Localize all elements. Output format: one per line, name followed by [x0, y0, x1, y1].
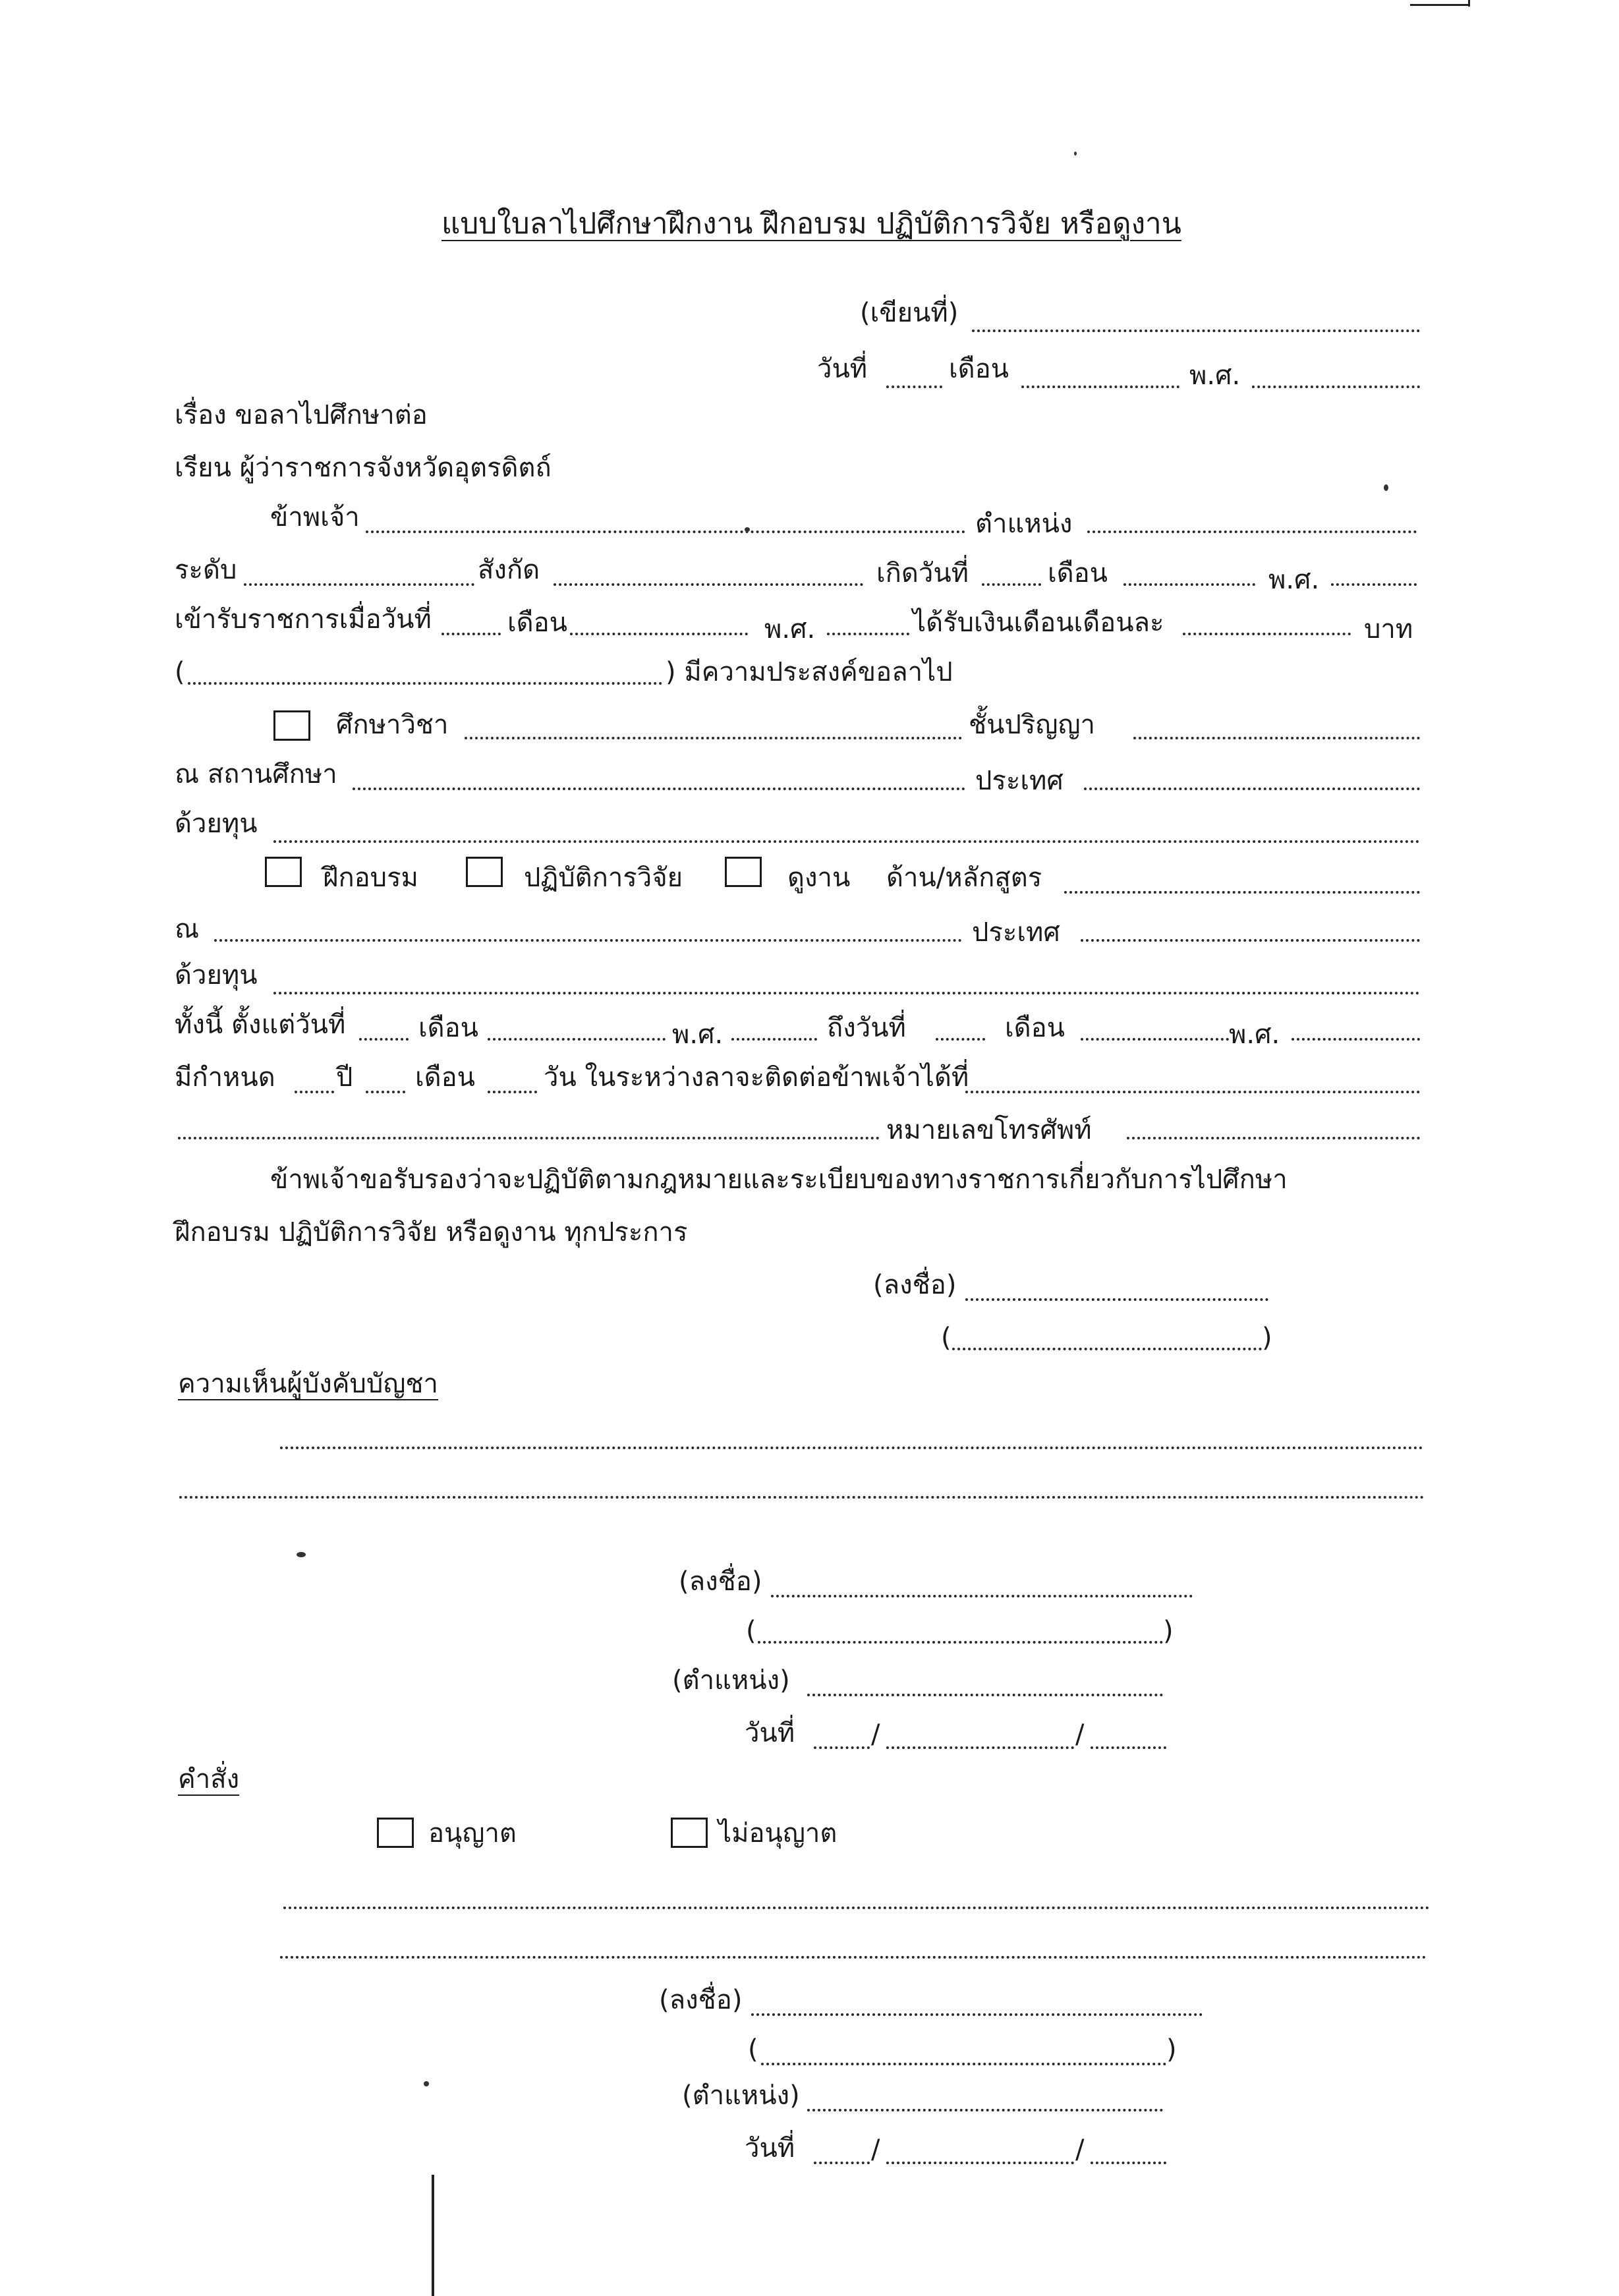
study-subject-field[interactable]: [465, 737, 962, 739]
duration-days-field[interactable]: [488, 1091, 537, 1093]
scan-edge-line: [1410, 4, 1469, 6]
supervisor-opinion-heading: ความเห็นผู้บังคับบัญชา: [178, 1369, 439, 1399]
contact-address-field-2[interactable]: [178, 1137, 880, 1139]
subject-line: เรื่อง ขอลาไปศึกษาต่อ: [175, 400, 428, 430]
scan-speck: [424, 2081, 429, 2086]
research-label: ปฏิบัติการวิจัย: [524, 863, 683, 893]
phone-label: หมายเลขโทรศัพท์: [886, 1115, 1092, 1145]
applicant-signature-field[interactable]: [965, 1298, 1268, 1301]
order-date-day-field[interactable]: [814, 2162, 870, 2164]
years-label: ปี: [336, 1062, 353, 1093]
supervisor-opinion-line-1[interactable]: [280, 1447, 1423, 1449]
research-checkbox[interactable]: [466, 857, 503, 887]
written-at-field[interactable]: [972, 330, 1420, 332]
from-day-field[interactable]: [359, 1038, 409, 1041]
applicant-name-paren-open: (: [941, 1323, 952, 1353]
to-year-label: พ.ศ.: [1229, 1019, 1280, 1050]
study-country-field[interactable]: [1084, 788, 1420, 790]
duration-months-field[interactable]: [366, 1091, 405, 1093]
position-label: ตำแหน่ง: [975, 509, 1073, 539]
supervisor-date-slash-2: /: [1075, 1719, 1085, 1750]
supervisor-date-month-field[interactable]: [886, 1746, 1074, 1749]
training-place-field[interactable]: [214, 939, 962, 942]
supervisor-name-paren-close: ): [1163, 1616, 1174, 1646]
study-subject-label: ศึกษาวิชา: [336, 710, 449, 740]
affiliation-field[interactable]: [554, 583, 863, 586]
study-country-label: ประเทศ: [975, 766, 1064, 796]
approve-label: อนุญาต: [428, 1818, 517, 1849]
training-label: ฝึกอบรม: [323, 863, 418, 893]
to-month-label: เดือน: [1005, 1013, 1065, 1043]
service-day-field[interactable]: [441, 633, 501, 635]
institution-field[interactable]: [353, 788, 965, 790]
scan-speck: [297, 1552, 306, 1557]
to-month-field[interactable]: [1081, 1038, 1229, 1041]
to-year-field[interactable]: [1292, 1038, 1420, 1041]
purpose-paren-field[interactable]: [188, 682, 662, 685]
service-year-field[interactable]: [827, 633, 909, 635]
to-day-field[interactable]: [936, 1038, 985, 1041]
date-month-field[interactable]: [1021, 386, 1179, 388]
order-position-field[interactable]: [807, 2109, 1163, 2111]
date-year-field[interactable]: [1252, 386, 1420, 388]
birth-month-label: เดือน: [1048, 558, 1108, 588]
institution-label: ณ สถานศึกษา: [175, 759, 337, 789]
scan-speck: [745, 527, 750, 532]
entered-service-label: เข้ารับราชการเมื่อวันที่: [175, 604, 432, 635]
order-date-slash-2: /: [1075, 2135, 1085, 2165]
order-signature-label: (ลงชื่อ): [659, 1985, 743, 2015]
study-funding-label: ด้วยทุน: [175, 809, 258, 839]
at-label: ณ: [175, 914, 200, 944]
supervisor-date-label: วันที่: [745, 1718, 795, 1748]
order-note-line-2[interactable]: [280, 1956, 1427, 1959]
order-note-line-1[interactable]: [283, 1907, 1430, 1909]
from-month-field[interactable]: [488, 1038, 666, 1041]
birth-year-label: พ.ศ.: [1268, 565, 1320, 595]
form-title: แบบใบลาไปศึกษาฝึกงาน ฝึกอบรม ปฏิบัติการวิจัย หรือดูงาน: [441, 207, 1181, 241]
applicant-signature-label: (ลงชื่อ): [873, 1270, 957, 1300]
duration-years-field[interactable]: [295, 1091, 334, 1093]
applicant-label: ข้าพเจ้า: [270, 502, 360, 532]
month-label: เดือน: [949, 354, 1009, 384]
order-position-label: (ตำแหน่ง): [682, 2081, 800, 2111]
order-name-paren-open: (: [748, 2034, 758, 2065]
applicant-printed-name-field[interactable]: [952, 1348, 1262, 1350]
birth-month-field[interactable]: [1123, 583, 1255, 586]
supervisor-printed-name-field[interactable]: [758, 1641, 1163, 1644]
supervisor-date-year-field[interactable]: [1091, 1746, 1166, 1749]
order-date-month-field[interactable]: [886, 2162, 1074, 2164]
supervisor-date-day-field[interactable]: [814, 1746, 870, 1749]
to-date-label: ถึงวันที่: [827, 1013, 906, 1043]
date-label: วันที่: [817, 354, 868, 384]
written-at-label: (เขียนที่): [860, 298, 959, 328]
training-country-field[interactable]: [1081, 939, 1420, 942]
field-course-field[interactable]: [1064, 891, 1420, 894]
duration-month-label: เดือน: [415, 1062, 476, 1093]
supervisor-date-slash-1: /: [871, 1719, 880, 1750]
degree-level-field[interactable]: [1133, 737, 1420, 739]
order-date-slash-1: /: [871, 2135, 880, 2165]
applicant-name-paren-close: ): [1262, 1323, 1272, 1353]
addressee-line: เรียน ผู้ว่าราชการจังหวัดอุตรดิตถ์: [175, 453, 552, 483]
study-visit-label: ดูงาน: [787, 863, 851, 893]
from-year-field[interactable]: [731, 1038, 817, 1041]
salary-field[interactable]: [1183, 633, 1351, 635]
supervisor-opinion-line-2[interactable]: [179, 1496, 1425, 1499]
order-signature-field[interactable]: [751, 2013, 1203, 2016]
study-checkbox[interactable]: [273, 710, 310, 741]
field-course-label: ด้าน/หลักสูตร: [886, 863, 1042, 893]
position-field[interactable]: [1087, 531, 1417, 533]
from-year-label: พ.ศ.: [672, 1019, 724, 1050]
training-funding-field[interactable]: [273, 992, 1420, 994]
study-visit-checkbox[interactable]: [725, 857, 762, 887]
scan-speck: [1074, 152, 1077, 156]
scan-binding-line: [432, 2175, 434, 2296]
supervisor-position-label: (ตำแหน่ง): [672, 1665, 790, 1696]
purpose-label: ) มีความประสงค์ขอลาไป: [666, 657, 953, 687]
certification-line-1: ข้าพเจ้าขอรับรองว่าจะปฏิบัติตามกฎหมายและระเบียบของทางราชการเกี่ยวกับการไปศึกษา: [270, 1164, 1288, 1195]
training-country-label: ประเทศ: [972, 917, 1060, 948]
baht-label: บาท: [1364, 614, 1413, 645]
phone-field[interactable]: [1127, 1137, 1420, 1139]
not-approve-checkbox[interactable]: [671, 1818, 708, 1848]
certification-line-2: ฝึกอบรม ปฏิบัติการวิจัย หรือดูงาน ทุกประการ: [175, 1217, 688, 1248]
service-year-label: พ.ศ.: [764, 614, 816, 645]
from-month-label: เดือน: [418, 1013, 479, 1043]
date-day-field[interactable]: [886, 386, 942, 388]
supervisor-signature-label: (ลงชื่อ): [679, 1566, 762, 1597]
supervisor-signature-field[interactable]: [771, 1595, 1193, 1597]
year-label: พ.ศ.: [1189, 360, 1241, 391]
scan-edge-tick: [1468, 0, 1470, 7]
from-date-label: ทั้งนี้ ตั้งแต่วันที่: [175, 1010, 346, 1040]
degree-level-label: ชั้นปริญญา: [969, 710, 1095, 740]
service-month-field[interactable]: [570, 633, 748, 635]
training-checkbox[interactable]: [265, 857, 302, 887]
order-printed-name-field[interactable]: [761, 2063, 1166, 2065]
birth-date-label: เกิดวันที่: [876, 558, 969, 588]
purpose-paren-open: (: [175, 657, 185, 687]
applicant-name-field[interactable]: [366, 531, 965, 533]
birth-year-field[interactable]: [1331, 583, 1417, 586]
study-funding-field[interactable]: [273, 840, 1420, 843]
training-funding-label: ด้วยทุน: [175, 960, 258, 990]
level-label: ระดับ: [175, 555, 237, 585]
not-approve-label: ไม่อนุญาต: [718, 1818, 838, 1849]
order-date-label: วันที่: [745, 2133, 795, 2164]
scan-speck: [1384, 484, 1388, 491]
affiliation-label: สังกัด: [478, 555, 540, 585]
approve-checkbox[interactable]: [377, 1818, 414, 1848]
salary-label: ได้รับเงินเดือนเดือนละ: [913, 608, 1164, 638]
order-name-paren-close: ): [1166, 2034, 1177, 2065]
order-heading: คำสั่ง: [178, 1764, 240, 1794]
contact-address-field[interactable]: [965, 1091, 1420, 1093]
supervisor-name-paren-open: (: [746, 1616, 756, 1646]
order-date-year-field[interactable]: [1091, 2162, 1166, 2164]
supervisor-position-field[interactable]: [807, 1694, 1163, 1696]
birth-day-field[interactable]: [982, 583, 1041, 586]
service-month-label: เดือน: [507, 608, 568, 638]
days-contact-label: วัน ในระหว่างลาจะติดต่อข้าพเจ้าได้ที่: [544, 1062, 969, 1093]
duration-label: มีกำหนด: [175, 1062, 275, 1093]
level-field[interactable]: [244, 583, 474, 586]
